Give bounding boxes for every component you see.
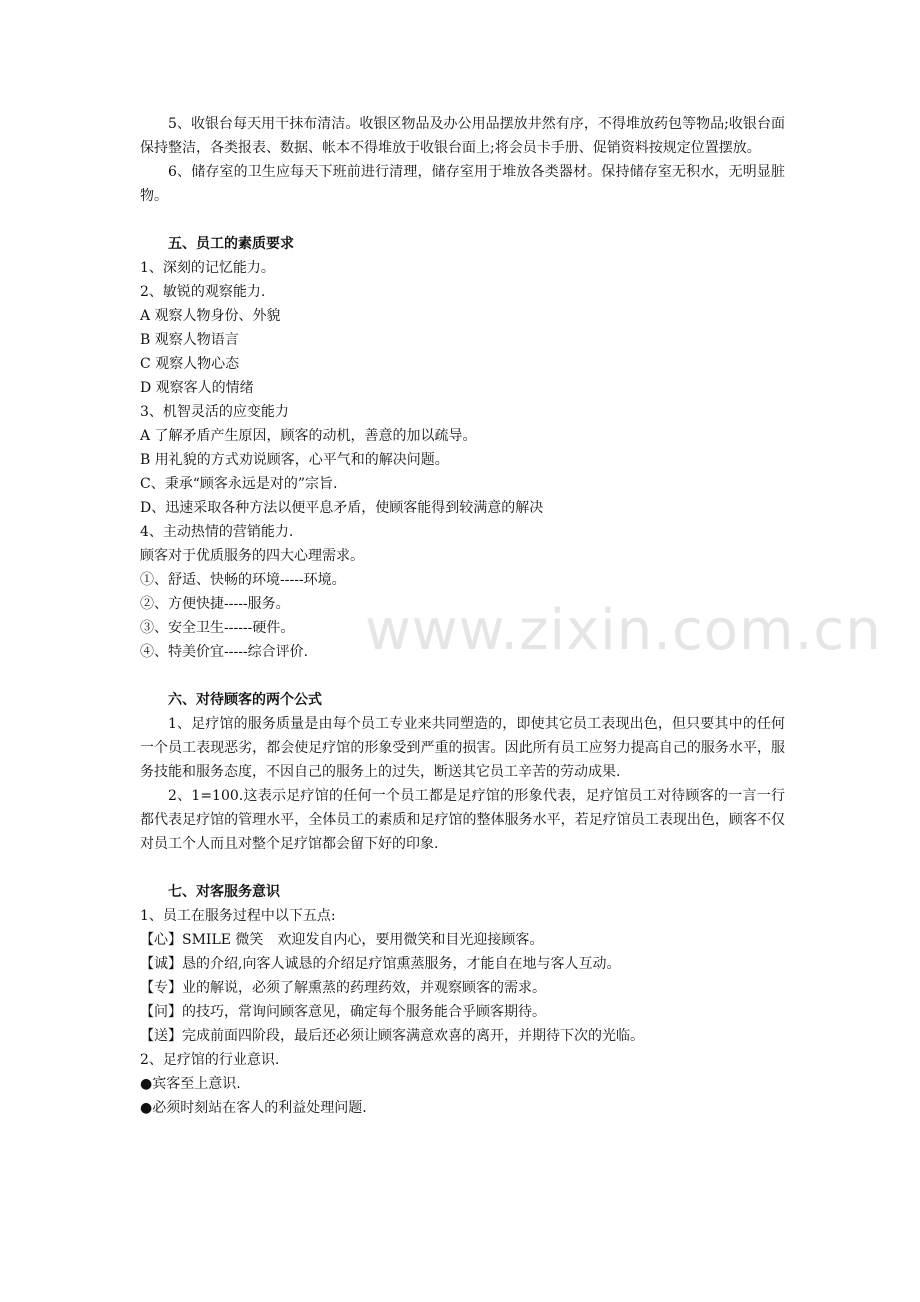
list-item: C 观察人物心态 (140, 356, 240, 372)
paragraph-formula-two: 2、1=100.这表示足疗馆的任何一个员工都是足疗馆的形象代表，足疗馆员工对待顾客的一言一行都代表足疗馆的管理水平，全体员工的素质和足疗馆的整体服务水平，若足疗馆员工表现出色，顾客不仅对员工个人而且对整个足疗馆都会留下好的印象. (140, 788, 785, 852)
list-item: 2、敏锐的观察能力. (140, 284, 266, 300)
section-heading-awareness: 七、对客服务意识 (168, 884, 280, 900)
watermark-text: www.zixin.com.cn (365, 598, 882, 663)
list-item: ●必须时刻站在客人的利益处理问题. (140, 1100, 367, 1116)
list-item: 1、深刻的记忆能力。 (140, 260, 275, 276)
paragraph-storage-cleaning: 6、储存室的卫生应每天下班前进行清理，储存室用于堆放各类器材。保持储存室无积水，无明显脏物。 (140, 164, 785, 204)
section-gap (140, 856, 785, 880)
section-heading-quality: 五、员工的素质要求 (168, 236, 294, 252)
document-body (140, 112, 785, 1120)
paragraph-formula-one: 1、足疗馆的服务质量是由每个员工专业来共同塑造的，即使其它员工表现出色，但只要其中的任何一个员工表现恶劣，都会使足疗馆的形象受到严重的损害。因此所有员工应努力提高自己的服务水平，服务技能和服务态度，不因自己的服务上的过失，断送其它员工辛苦的劳动成果. (140, 716, 785, 780)
list-item: B 观察人物语言 (140, 332, 239, 348)
section-gap (140, 664, 785, 688)
list-item: 3、机智灵活的应变能力 (140, 404, 289, 420)
list-item: 顾客对于优质服务的四大心理需求。 (140, 548, 364, 564)
list-item: 4、主动热情的营销能力. (140, 524, 294, 540)
list-item: D 观察客人的情绪 (140, 380, 254, 396)
list-item: 【问】的技巧，常询问顾客意见，确定每个服务能合乎顾客期待。 (140, 1004, 546, 1020)
list-item: 1、员工在服务过程中以下五点: (140, 908, 336, 924)
list-item: D、迅速采取各种方法以便平息矛盾，使顾客能得到较满意的解决 (140, 500, 544, 516)
list-item: B 用礼貌的方式劝说顾客，心平气和的解决问题。 (140, 452, 449, 468)
list-item: ●宾客至上意识. (140, 1076, 241, 1092)
list-item: A 了解矛盾产生原因，顾客的动机，善意的加以疏导。 (140, 428, 477, 444)
list-item: A 观察人物身份、外貌 (140, 308, 281, 324)
list-item: ①、舒适、快畅的环境-----环境。 (140, 572, 346, 588)
list-item: 【诚】恳的介绍,向客人诚恳的介绍足疗馆熏蒸服务，才能自在地与客人互动。 (140, 956, 621, 972)
list-item: 【送】完成前面四阶段，最后还必须让顾客满意欢喜的离开，并期待下次的光临。 (140, 1028, 644, 1044)
section-heading-formulas: 六、对待顾客的两个公式 (168, 692, 322, 708)
list-item: ④、特美价宜-----综合评价. (140, 644, 309, 660)
list-item: ③、安全卫生------硬件。 (140, 620, 295, 636)
list-item: 【专】业的解说，必须了解熏蒸的药理药效，并观察顾客的需求。 (140, 980, 546, 996)
section-gap (140, 208, 785, 232)
list-item: 2、足疗馆的行业意识. (140, 1052, 280, 1068)
list-item: C、秉承“顾客永远是对的”宗旨. (140, 476, 338, 492)
list-item: 【心】SMILE 微笑 欢迎发自内心，要用微笑和目光迎接顾客。 (140, 932, 544, 948)
list-item: ②、方便快捷-----服务。 (140, 596, 290, 612)
paragraph-cashier-cleaning: 5、收银台每天用干抹布清洁。收银区物品及办公用品摆放井然有序，不得堆放药包等物品;收银台面保持整洁，各类报表、数据、帐本不得堆放于收银台面上;将会员卡手册、促销资料按规定位置摆放。 (140, 116, 785, 156)
